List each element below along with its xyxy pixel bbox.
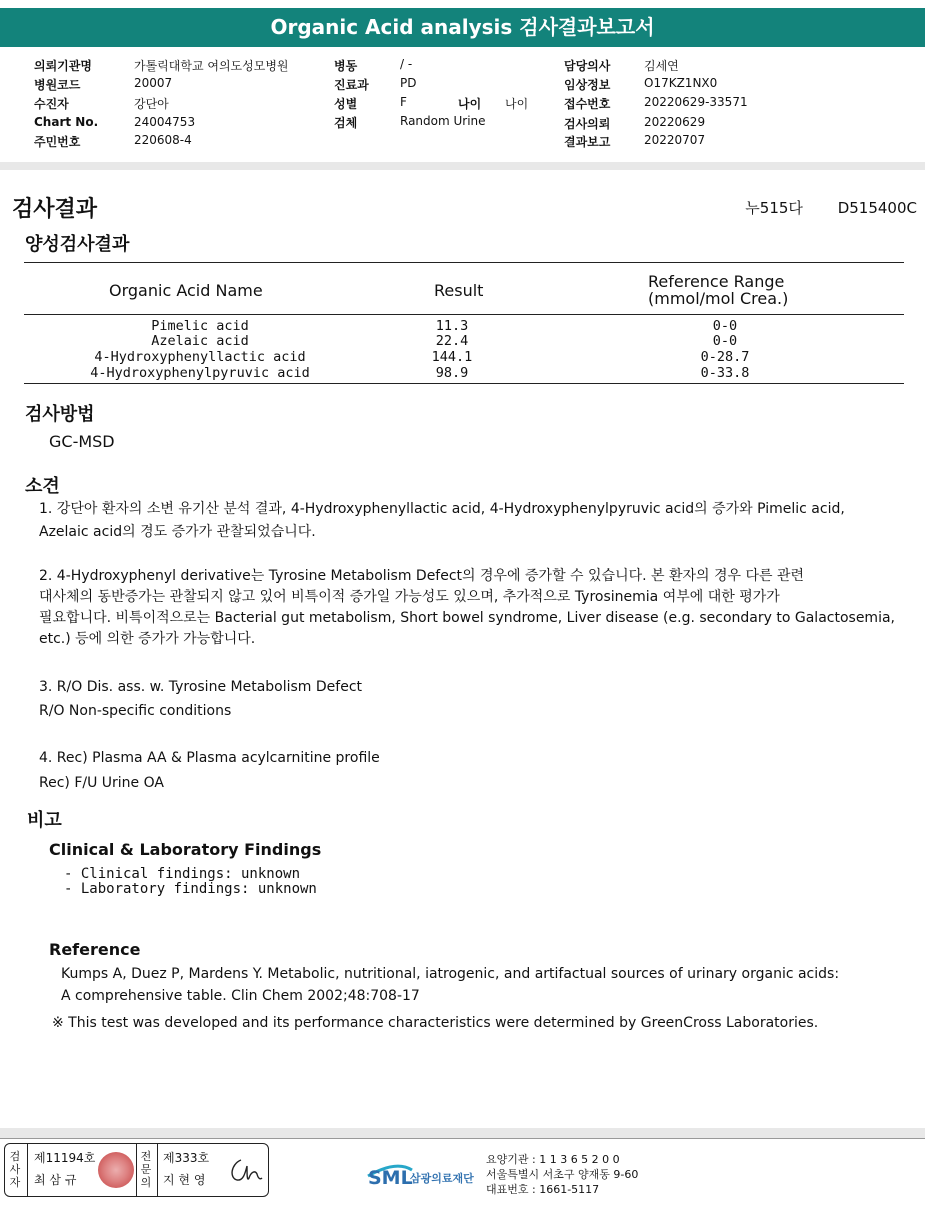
info-value: 20220629 <box>644 115 706 129</box>
divider <box>136 1144 137 1196</box>
finding-line: 4. Rec) Plasma AA & Plasma acylcarnitine profile <box>39 750 380 766</box>
table-row-reference: 0-33.8 <box>700 365 750 381</box>
col-header-result: Result <box>434 281 484 300</box>
logo-text: SML <box>368 1167 413 1189</box>
col-header-name: Organic Acid Name <box>109 281 263 300</box>
info-label: 담당의사 <box>564 59 611 73</box>
laboratory-finding: - Laboratory findings: unknown <box>64 881 317 897</box>
method-value: GC-MSD <box>49 432 115 451</box>
table-row-name: Azelaic acid <box>151 333 249 349</box>
finding-line: 1. 강단아 환자의 소변 유기산 분석 결과, 4-Hydroxyphenyllactic acid, 4-Hydroxyphenylpyruvic acid의 증가와 Pimelic acid, <box>39 501 845 517</box>
test-codes <box>715 197 917 218</box>
institution-code: 요양기관 : 1 1 3 6 5 2 0 0 <box>486 1153 620 1166</box>
table-row-reference: 0-28.7 <box>700 349 750 365</box>
specialist-label: 전문의 <box>140 1150 152 1189</box>
info-value: F <box>400 95 407 109</box>
organization-contact <box>486 1152 638 1197</box>
info-label: 의뢰기관명 <box>34 59 92 73</box>
table-header-rule <box>24 314 904 315</box>
info-label: 성별 <box>334 97 358 111</box>
divider <box>27 1144 28 1196</box>
info-value: 20007 <box>134 76 173 90</box>
address: 서울특별시 서초구 양재동 9-60 <box>486 1168 639 1181</box>
positive-results-heading: 양성검사결과 <box>25 234 130 255</box>
seal-stamp-icon <box>98 1152 134 1188</box>
table-row-result: 11.3 <box>435 318 469 334</box>
finding-line: Rec) F/U Urine OA <box>39 775 164 791</box>
info-value: 강단아 <box>134 97 169 111</box>
finding-line: 3. R/O Dis. ass. w. Tyrosine Metabolism Defect <box>39 679 363 695</box>
reference-heading: Reference <box>49 940 141 959</box>
info-label: 병원코드 <box>34 78 81 92</box>
table-bottom-rule <box>24 383 904 384</box>
reference-line: Kumps A, Duez P, Mardens Y. Metabolic, nutritional, iatrogenic, and artifactual sources of urinary organic acids: <box>61 966 840 982</box>
reference-line: A comprehensive table. Clin Chem 2002;48:708-17 <box>61 988 420 1004</box>
test-code: D515400C <box>837 199 917 217</box>
patient-info <box>0 48 925 168</box>
divider <box>0 162 925 170</box>
examiner-license: 제11194호 <box>34 1151 96 1165</box>
info-value: 24004753 <box>134 115 196 129</box>
info-label: Chart No. <box>34 115 99 129</box>
table-row-name: 4-Hydroxyphenylpyruvic acid <box>90 365 310 381</box>
info-label: 진료과 <box>334 78 369 92</box>
disclaimer-note: ※ This test was developed and its performance characteristics were determined by GreenCross Laboratories. <box>52 1015 819 1031</box>
finding-line: R/O Non-specific conditions <box>39 703 232 719</box>
divider <box>157 1144 158 1196</box>
finding-line: 필요합니다. 비특이적으로는 Bacterial gut metabolism, Short bowel syndrome, Liver disease (e.g. secondary to Galactosemia, <box>39 610 895 626</box>
organization-name: 삼광의료재단 <box>410 1172 474 1185</box>
table-row-result: 144.1 <box>431 349 473 365</box>
info-label: 결과보고 <box>564 135 611 149</box>
table-row-reference: 0-0 <box>712 318 738 334</box>
finding-paragraph-4 <box>39 746 909 796</box>
phone-number: 대표번호 : 1661-5117 <box>486 1183 600 1196</box>
info-value: Random Urine <box>400 114 486 128</box>
info-value: O17KZ1NX0 <box>644 76 718 90</box>
finding-line: etc.) 등에 의한 증가가 가능합니다. <box>39 631 256 647</box>
method-heading: 검사방법 <box>25 404 95 425</box>
reference-text <box>61 963 839 1007</box>
col-header-unit: (mmol/mol Crea.) <box>648 289 789 308</box>
table-row-name: 4-Hydroxyphenyllactic acid <box>94 349 306 365</box>
info-value: 가톨릭대학교 여의도성모병원 <box>134 59 289 73</box>
table-row-result: 98.9 <box>435 365 469 381</box>
specialist-license: 제333호 <box>163 1151 210 1165</box>
info-label: 접수번호 <box>564 97 611 111</box>
sml-logo-icon <box>366 1154 486 1190</box>
age-value: 나이 <box>505 97 529 111</box>
footer-band <box>0 1128 925 1138</box>
info-label: 검체 <box>334 116 358 130</box>
table-row-result: 22.4 <box>435 333 469 349</box>
clinical-finding: - Clinical findings: unknown <box>64 866 301 882</box>
col-header-reference: Reference Range <box>648 272 785 291</box>
info-value: 20220629-33571 <box>644 95 748 109</box>
findings-heading: 소견 <box>25 476 60 497</box>
info-value: 김세연 <box>644 59 679 73</box>
finding-line: 대사체의 동반증가는 관찰되지 않고 있어 비특이적 증가일 가능성도 있으며, 추가적으로 Tyrosinemia 여부에 대한 평가가 <box>39 589 780 605</box>
title-bar <box>0 0 925 48</box>
table-top-rule <box>24 262 904 263</box>
info-label: 검사의뢰 <box>564 117 611 131</box>
clinical-heading: Clinical & Laboratory Findings <box>49 840 322 859</box>
table-row-name: Pimelic acid <box>151 318 249 334</box>
finding-paragraph-3 <box>39 675 909 723</box>
remarks-heading: 비고 <box>27 810 62 831</box>
age-label: 나이 <box>458 97 482 111</box>
examiner-name: 최 삼 규 <box>34 1173 77 1187</box>
info-value: PD <box>400 76 417 90</box>
finding-line: Azelaic acid의 경도 증가가 관찰되었습니다. <box>39 524 316 540</box>
footer-rule <box>0 1138 925 1139</box>
signature-box <box>4 1143 269 1197</box>
info-value: 220608-4 <box>134 133 192 147</box>
finding-paragraph-1 <box>39 498 909 544</box>
specialist-name: 지 현 영 <box>163 1173 206 1187</box>
report-title: Organic Acid analysis 검사결과보고서 <box>0 8 925 47</box>
info-label: 임상정보 <box>564 78 611 92</box>
info-label: 수진자 <box>34 97 69 111</box>
info-label: 주민번호 <box>34 135 81 149</box>
examiner-label: 검사자 <box>9 1150 21 1189</box>
info-label: 병동 <box>334 59 358 73</box>
finding-paragraph-2 <box>39 566 909 650</box>
info-value: 20220707 <box>644 133 706 147</box>
test-code-korean: 누515다 <box>745 199 803 217</box>
results-heading: 검사결과 <box>12 197 98 222</box>
finding-line: 2. 4-Hydroxyphenyl derivative는 Tyrosine Metabolism Defect의 경우에 증가할 수 있습니다. 본 환자의 경우 다른 관련 <box>39 568 805 584</box>
info-value: / - <box>400 57 413 71</box>
table-row-reference: 0-0 <box>712 333 738 349</box>
signature-icon <box>227 1156 263 1186</box>
